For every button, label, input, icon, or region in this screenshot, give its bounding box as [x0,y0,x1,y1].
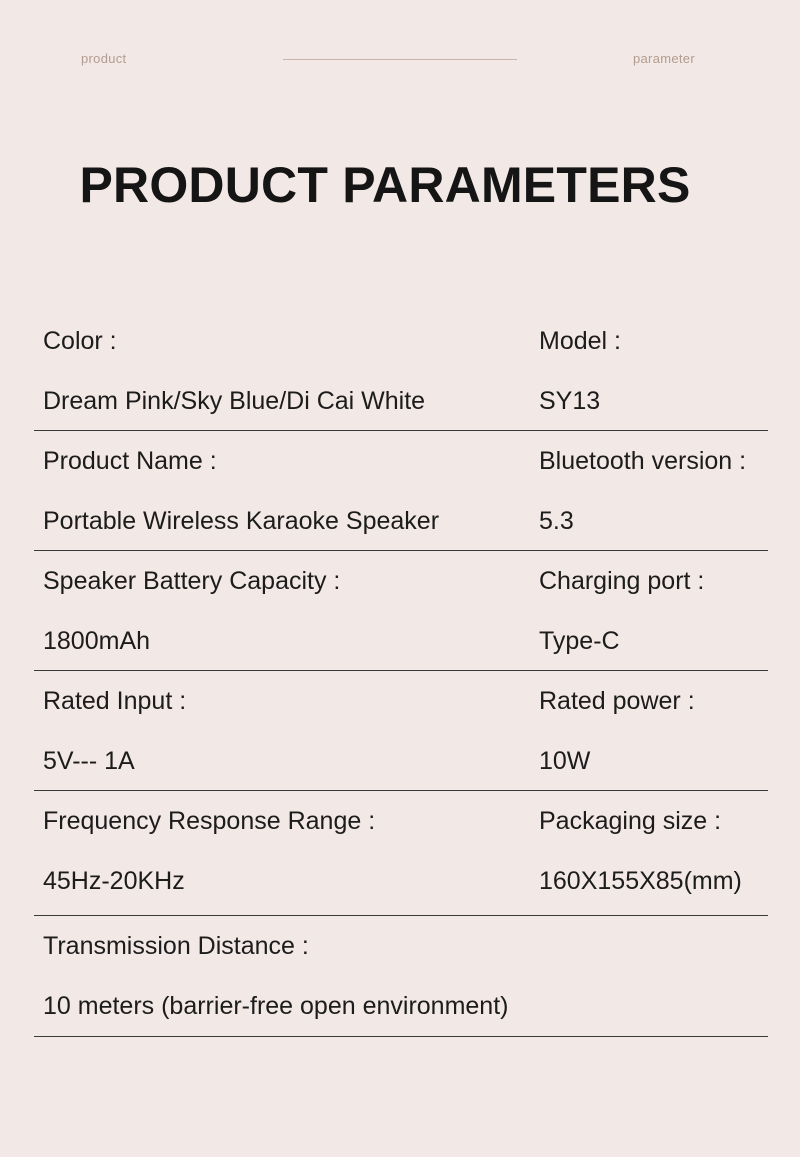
param-value: 10W [539,747,591,775]
param-value: Dream Pink/Sky Blue/Di Cai White [43,387,426,415]
param-label: Rated power : [539,687,695,715]
param-label: Product Name : [43,447,217,475]
page-title: PRODUCT PARAMETERS [79,157,691,213]
param-value: 45Hz-20KHz [43,867,185,895]
param-value: Portable Wireless Karaoke Speaker [43,507,440,535]
param-model [539,311,621,431]
parameter-table [34,311,768,1037]
param-charging-port [539,551,704,671]
param-row-input-power [34,671,768,791]
top-label-product: product [81,51,127,66]
param-row-transmission [34,916,768,1037]
param-color [43,311,425,431]
param-value: 160X155X85(mm) [539,867,742,895]
param-value: Type-C [539,627,620,655]
param-frequency-range [43,791,375,911]
param-value: 1800mAh [43,627,151,655]
param-label: Charging port : [539,567,705,595]
param-row-name-bluetooth [34,431,768,551]
param-value: 5.3 [539,507,574,535]
top-divider [283,59,517,60]
param-product-name [43,431,439,551]
param-value: 5V--- 1A [43,747,135,775]
param-label: Packaging size : [539,807,722,835]
param-rated-input [43,671,186,791]
param-label: Model : [539,327,621,355]
param-label: Bluetooth version : [539,447,747,475]
param-row-color-model [34,311,768,431]
param-packaging-size [539,791,742,911]
param-battery-capacity [43,551,340,671]
param-label: Frequency Response Range : [43,807,376,835]
param-value: SY13 [539,387,601,415]
param-row-battery-port [34,551,768,671]
param-transmission-distance [43,916,508,1036]
param-label: Rated Input : [43,687,187,715]
param-bluetooth-version [539,431,746,551]
param-rated-power [539,671,695,791]
param-row-frequency-packaging [34,791,768,916]
param-label: Color : [43,327,117,355]
top-label-parameter: parameter [633,51,695,66]
param-value: 10 meters (barrier-free open environment) [43,992,509,1020]
param-label: Speaker Battery Capacity : [43,567,341,595]
param-label: Transmission Distance : [43,932,309,960]
